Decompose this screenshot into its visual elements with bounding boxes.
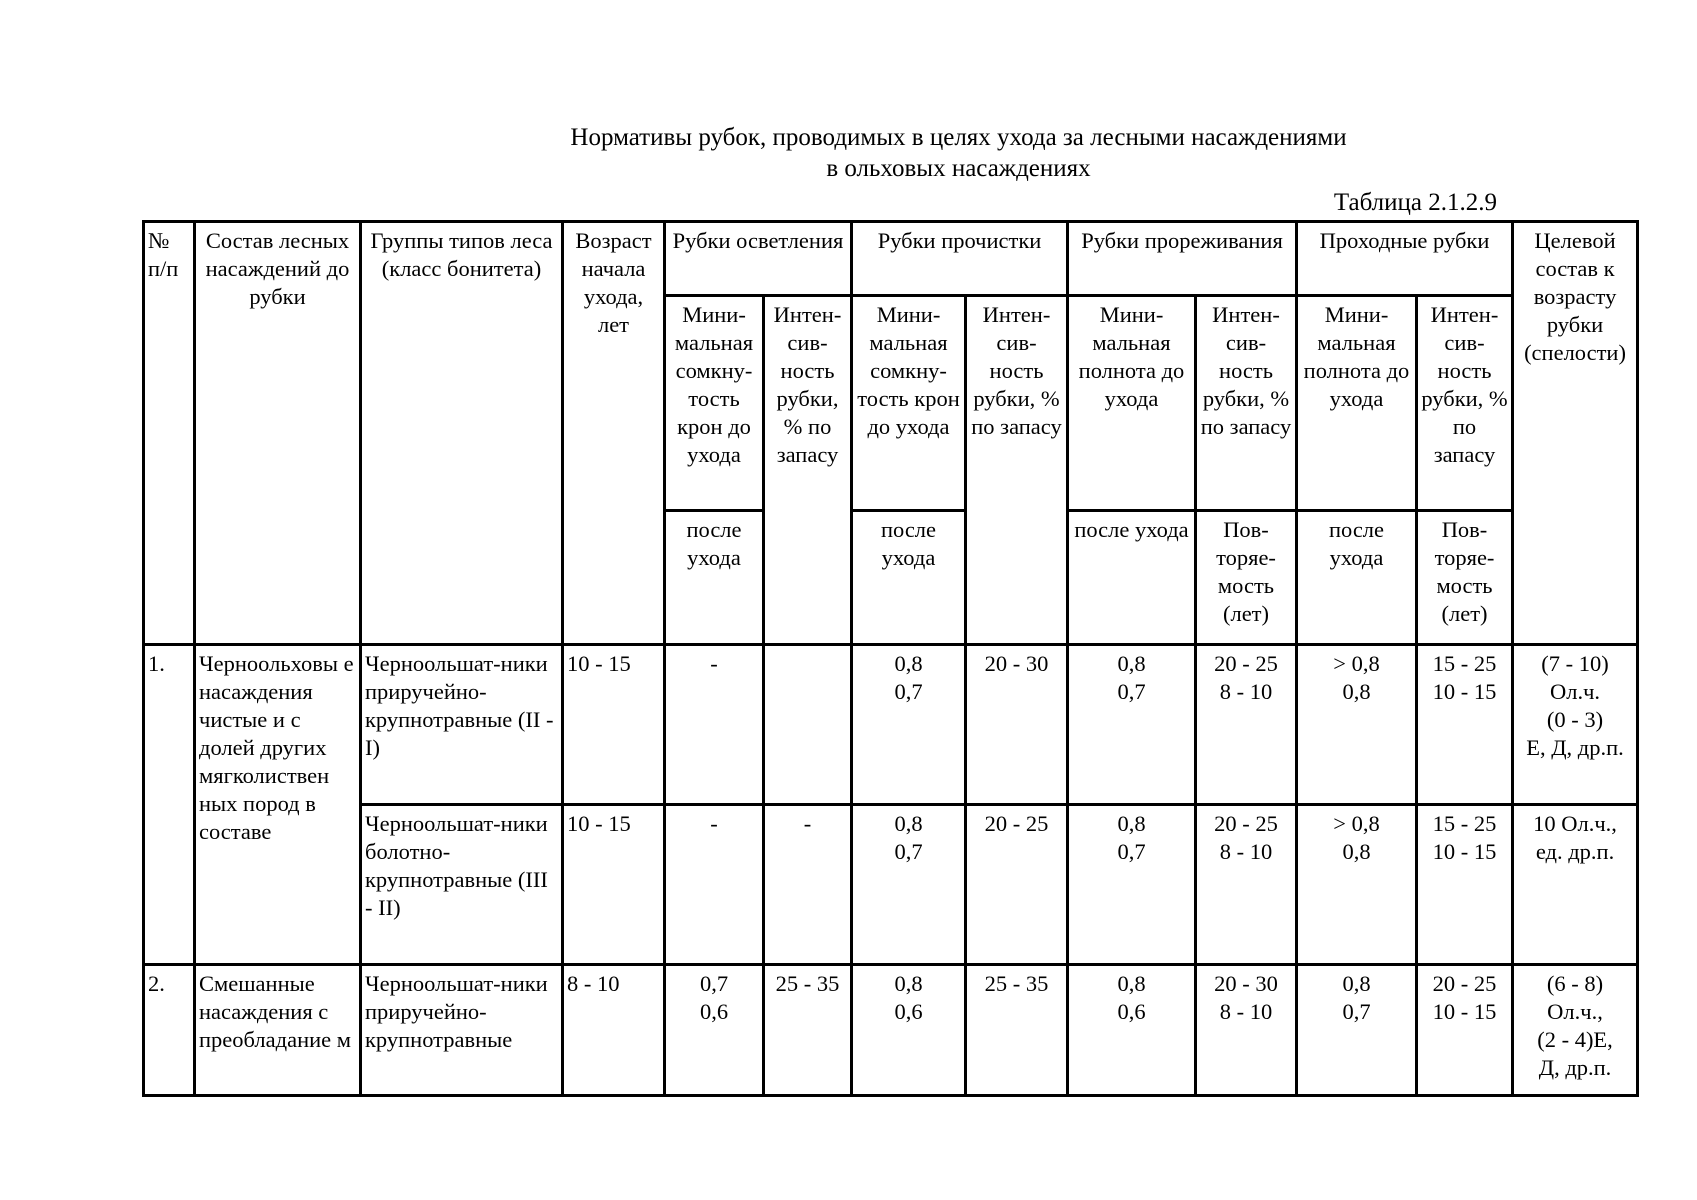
row-ph-intensity-value: 15 - 25 xyxy=(1432,811,1497,836)
header-prr-min-density: Мини-мальная полнота до ухода xyxy=(1068,296,1196,511)
row-pro-crown-after: 0,7 xyxy=(894,679,923,704)
header-osv-after: после ухода xyxy=(665,511,764,645)
row-osv-crown: - xyxy=(665,645,764,805)
table-row xyxy=(144,965,1638,1096)
row-pro-crown-before: 0,8 xyxy=(894,811,923,836)
header-osvetlenie: Рубки осветления xyxy=(665,222,852,296)
row-ph-repeat-value: 10 - 15 xyxy=(1432,999,1497,1024)
row-osv-crown: - xyxy=(665,805,764,965)
row-pro-crown xyxy=(852,645,966,805)
row-ph-density-before: 0,8 xyxy=(1342,971,1371,996)
header-age: Возраст начала ухода, лет xyxy=(563,222,665,645)
row-age: 8 - 10 xyxy=(563,965,665,1096)
header-osv-min-crown: Мини-мальная сомкну-тость крон до ухода xyxy=(665,296,764,511)
row-osv-crown-before: 0,7 xyxy=(699,971,729,996)
row-ph-intensity xyxy=(1417,965,1513,1096)
norms-table xyxy=(142,220,1639,1097)
title-line-1: Нормативы рубок, проводимых в целях ухода за лесными насаждениями xyxy=(570,124,1347,151)
row-target-line: ед. др.п. xyxy=(1535,839,1615,864)
header-composition: Состав лесных насаждений до рубки xyxy=(195,222,361,645)
row-num: 2. xyxy=(144,965,195,1096)
header-prr-intensity: Интен-сив-ность рубки, % по запасу xyxy=(1196,296,1297,511)
row-ph-intensity-value: 20 - 25 xyxy=(1432,971,1497,996)
row-target-line: (7 - 10) xyxy=(1541,651,1609,676)
header-forest-type: Группы типов леса (класс бонитета) xyxy=(361,222,563,645)
row-prr-density-after: 0,6 xyxy=(1117,999,1146,1024)
table-row xyxy=(144,645,1638,805)
row-prr-density xyxy=(1068,645,1196,805)
header-prr-after: после ухода xyxy=(1068,511,1196,645)
row-ph-density-before: > 0,8 xyxy=(1333,811,1380,836)
row-target xyxy=(1513,805,1638,965)
row-target-line: (0 - 3) xyxy=(1546,707,1604,732)
row-target-line: Ол.ч. xyxy=(1549,679,1601,704)
row-prr-repeat-value: 8 - 10 xyxy=(1219,839,1273,864)
row-ph-repeat-value: 10 - 15 xyxy=(1432,839,1497,864)
row-prr-density-after: 0,7 xyxy=(1117,679,1146,704)
row-prr-density-before: 0,8 xyxy=(1117,811,1146,836)
row-pro-crown xyxy=(852,805,966,965)
row-osv-intensity: 25 - 35 xyxy=(764,965,852,1096)
row-pro-crown-before: 0,8 xyxy=(894,971,923,996)
row-osv-intensity xyxy=(764,645,852,805)
header-num: № п/п xyxy=(144,222,195,645)
row-target xyxy=(1513,645,1638,805)
row-ph-density xyxy=(1297,645,1417,805)
header-prochistka: Рубки прочистки xyxy=(852,222,1068,296)
row-prr-density-after: 0,7 xyxy=(1117,839,1146,864)
row-forest-type: Черноольшат-ники болотно-крупнотравные (III - II) xyxy=(361,805,563,965)
row-target-line: 10 Ол.ч., xyxy=(1533,811,1617,836)
header-prohodnye: Проходные рубки xyxy=(1297,222,1513,296)
row-prr-density xyxy=(1068,805,1196,965)
header-prr-repeat: Пов-торяе-мость (лет) xyxy=(1196,511,1297,645)
row-prr-intensity xyxy=(1196,965,1297,1096)
row-prr-intensity-value: 20 - 25 xyxy=(1214,811,1278,836)
row-osv-crown-after: 0,6 xyxy=(699,999,729,1024)
row-ph-density-after: 0,7 xyxy=(1342,999,1371,1024)
row-pro-crown xyxy=(852,965,966,1096)
header-prorezhivanie: Рубки прореживания xyxy=(1068,222,1297,296)
row-pro-intensity: 20 - 30 xyxy=(966,645,1068,805)
row-num: 1. xyxy=(144,645,195,965)
title-line-2: в ольховых насаждениях xyxy=(826,155,1091,182)
header-pro-intensity: Интен-сив-ность рубки, % по запасу xyxy=(966,296,1068,645)
row-target-line: (6 - 8) xyxy=(1546,971,1604,996)
row-prr-repeat-value: 8 - 10 xyxy=(1219,999,1273,1024)
header-osv-intensity: Интен-сив-ность рубки, % по запасу xyxy=(764,296,852,645)
row-ph-intensity xyxy=(1417,645,1513,805)
row-ph-intensity-value: 15 - 25 xyxy=(1432,651,1497,676)
row-composition: Черноольховы е насаждения чистые и с долей других мягколиствен ных пород в составе xyxy=(195,645,361,965)
row-pro-crown-after: 0,7 xyxy=(894,839,923,864)
row-prr-repeat-value: 8 - 10 xyxy=(1219,679,1273,704)
header-pro-min-crown: Мини-мальная сомкну-тость крон до ухода xyxy=(852,296,966,511)
row-osv-intensity: - xyxy=(764,805,852,965)
row-composition: Смешанные насаждения с преобладание м xyxy=(195,965,361,1096)
header-pro-after: после ухода xyxy=(852,511,966,645)
document-title xyxy=(0,122,1697,184)
row-pro-crown-after: 0,6 xyxy=(894,999,923,1024)
header-target: Целевой состав к возрасту рубки (спелости) xyxy=(1513,222,1638,645)
row-ph-density-before: > 0,8 xyxy=(1333,651,1380,676)
row-prr-intensity xyxy=(1196,645,1297,805)
header-ph-intensity: Интен-сив-ность рубки, % по запасу xyxy=(1417,296,1513,511)
row-forest-type: Черноольшат-ники приручейно-крупнотравные (II - I) xyxy=(361,645,563,805)
header-ph-repeat: Пов-торяе-мость (лет) xyxy=(1417,511,1513,645)
row-osv-crown xyxy=(665,965,764,1096)
row-ph-density-after: 0,8 xyxy=(1342,679,1371,704)
row-prr-intensity xyxy=(1196,805,1297,965)
header-ph-after: после ухода xyxy=(1297,511,1417,645)
row-prr-density xyxy=(1068,965,1196,1096)
row-ph-density xyxy=(1297,805,1417,965)
row-ph-intensity xyxy=(1417,805,1513,965)
row-prr-intensity-value: 20 - 25 xyxy=(1214,651,1278,676)
row-ph-density xyxy=(1297,965,1417,1096)
row-target-line: Е, Д, др.п. xyxy=(1526,735,1624,760)
row-age: 10 - 15 xyxy=(563,805,665,965)
row-prr-intensity-value: 20 - 30 xyxy=(1214,971,1278,996)
row-target-line: Ол.ч., xyxy=(1547,999,1603,1024)
row-pro-intensity: 20 - 25 xyxy=(966,805,1068,965)
header-ph-min-density: Мини-мальная полнота до ухода xyxy=(1297,296,1417,511)
row-ph-density-after: 0,8 xyxy=(1342,839,1371,864)
row-target xyxy=(1513,965,1638,1096)
row-forest-type: Черноольшат-ники приручейно-крупнотравные xyxy=(361,965,563,1096)
row-target-line: (2 - 4)Е, xyxy=(1537,1027,1613,1052)
row-prr-density-before: 0,8 xyxy=(1117,651,1146,676)
row-pro-intensity: 25 - 35 xyxy=(966,965,1068,1096)
row-ph-repeat-value: 10 - 15 xyxy=(1432,679,1497,704)
table-row xyxy=(144,805,1638,965)
table-number: Таблица 2.1.2.9 xyxy=(1333,189,1497,216)
row-prr-density-before: 0,8 xyxy=(1117,971,1146,996)
row-pro-crown-before: 0,8 xyxy=(894,651,923,676)
row-age: 10 - 15 xyxy=(563,645,665,805)
row-target-line: Д, др.п. xyxy=(1538,1055,1612,1080)
